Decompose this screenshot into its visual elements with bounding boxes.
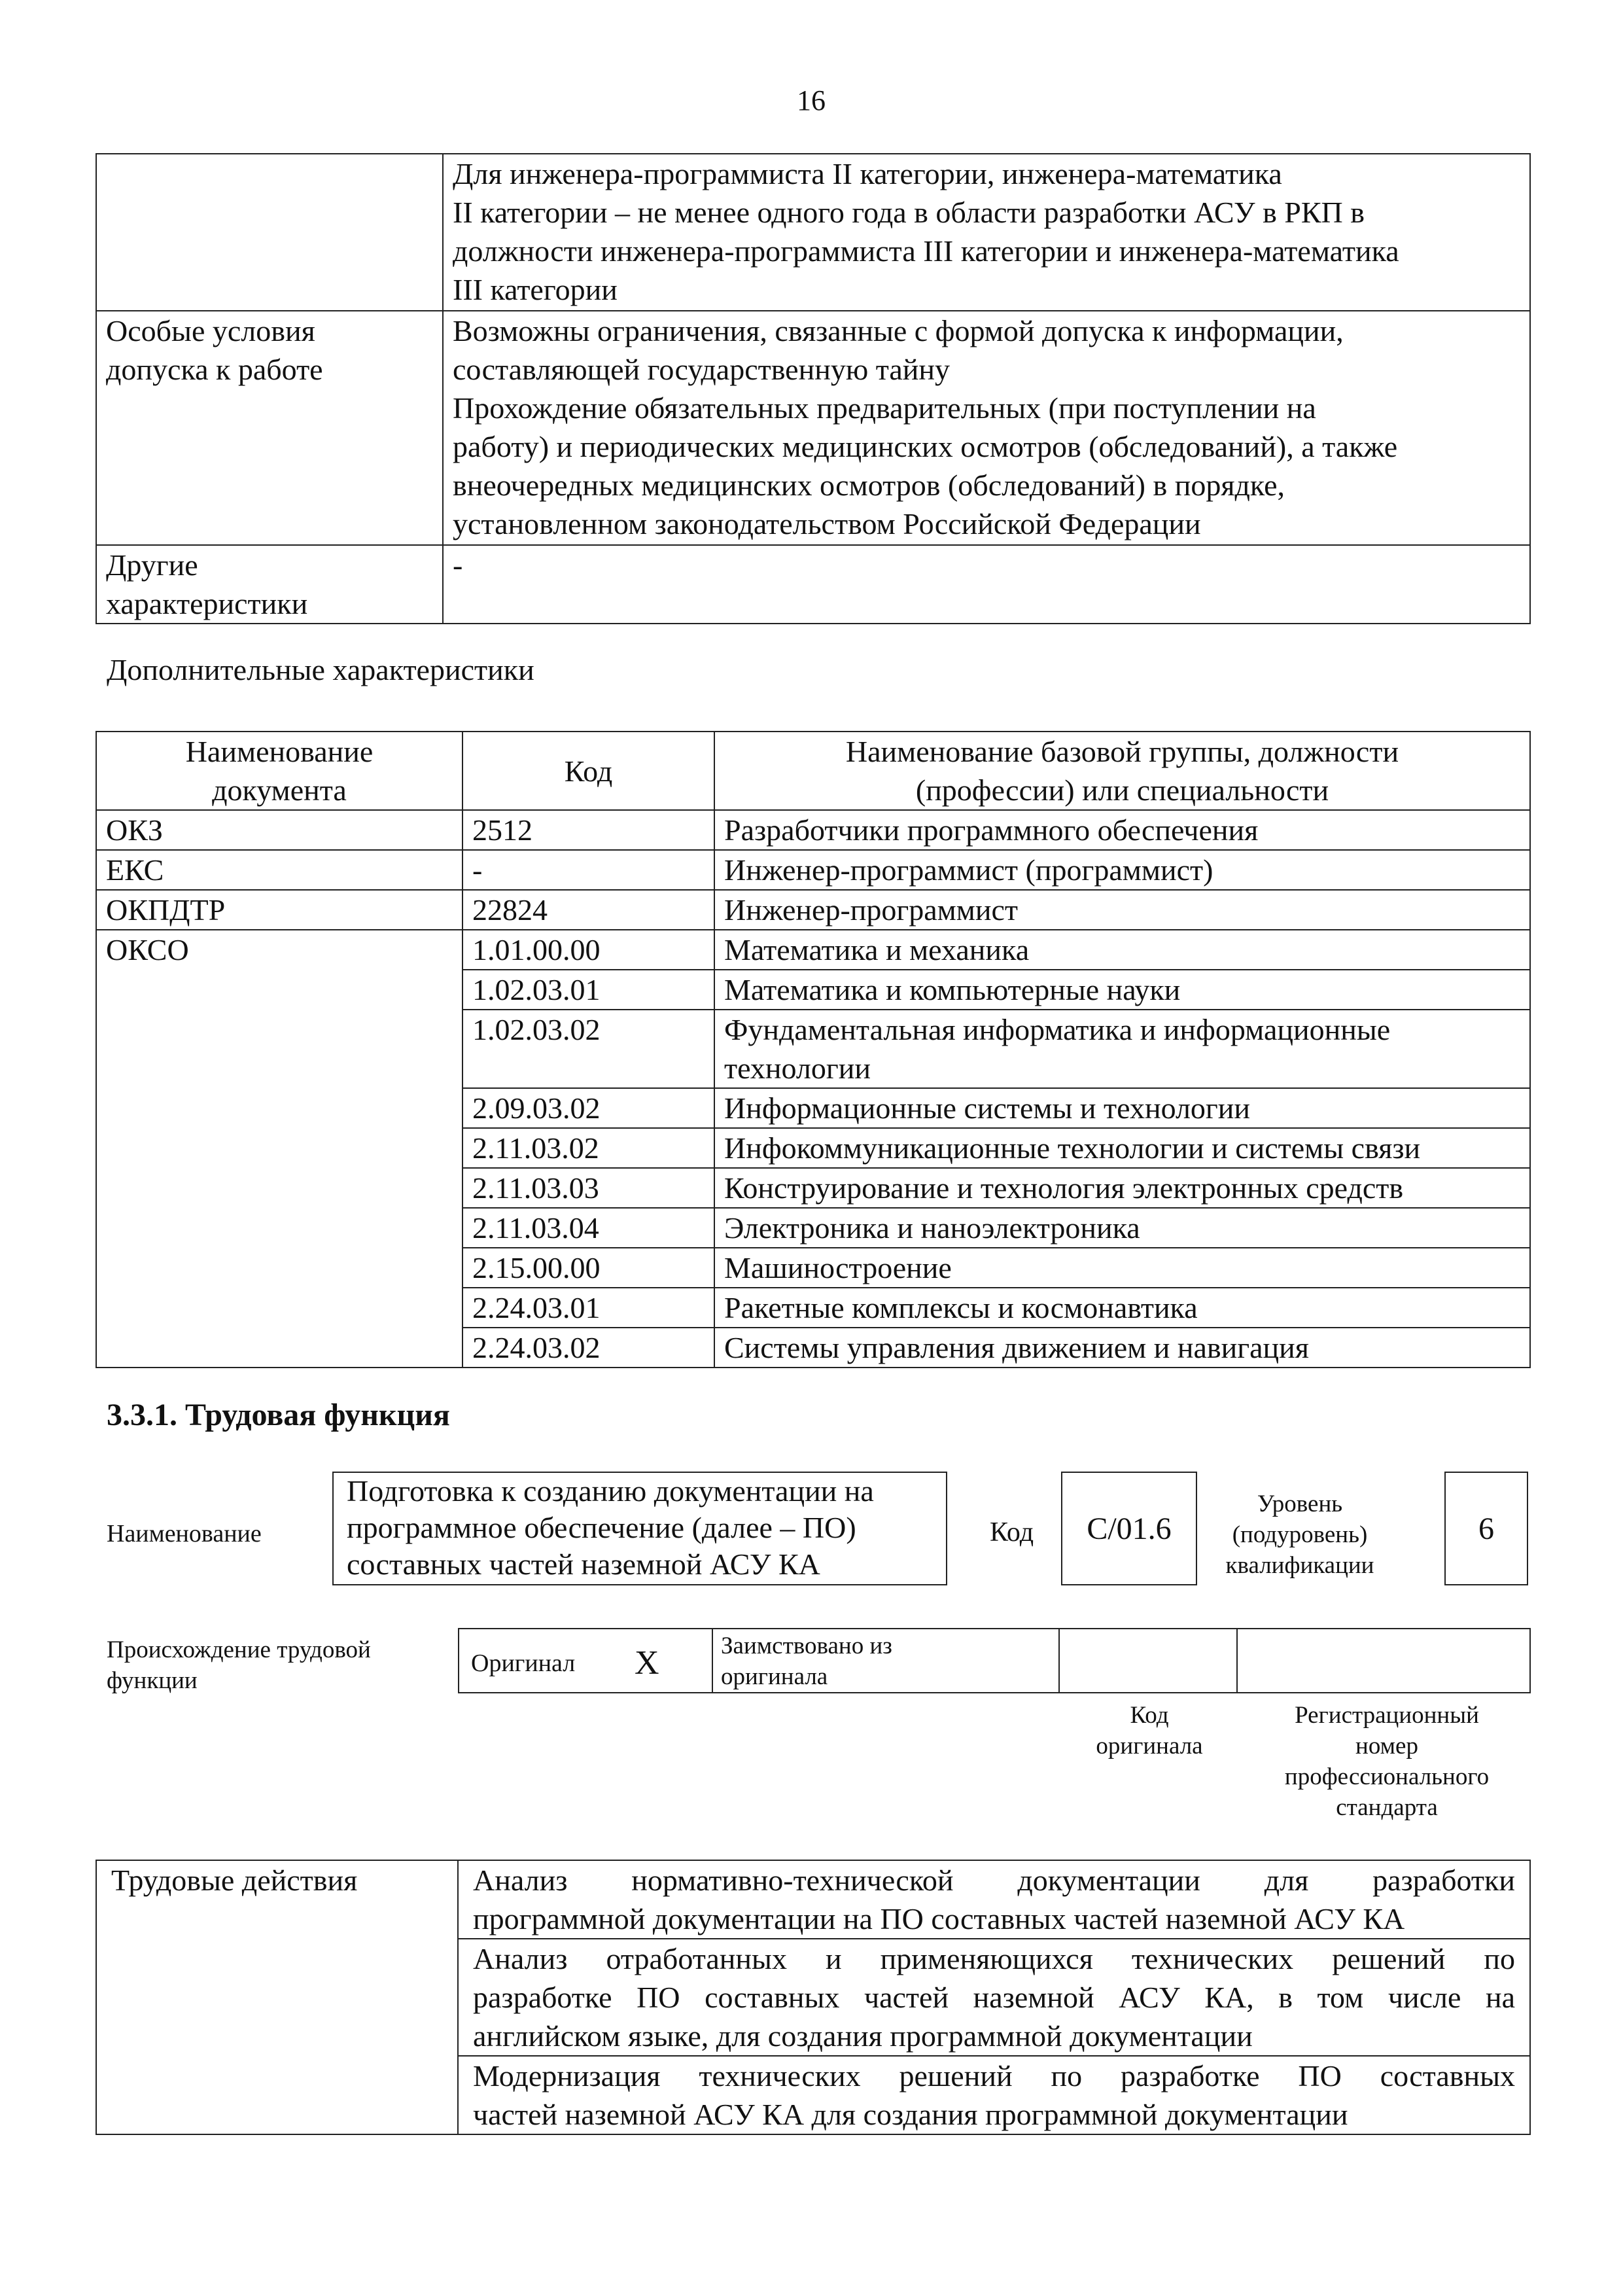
name-cell: Информационные системы и технологии [714, 1088, 1530, 1128]
code-cell: 2.24.03.02 [462, 1328, 714, 1368]
name-cell: Математика и механика [714, 930, 1530, 970]
requirements-label [96, 154, 443, 311]
level-box: 6 [1444, 1472, 1528, 1585]
requirements-experience: Для инженера-программиста II категории, инженера-математика II категории – не менее одного года в области разработки АСУ в РКП в должности инженера-программиста III категории и инженера-математика III категории [443, 154, 1530, 311]
borrowed-label: Заимствовано из оригинала [721, 1633, 892, 1690]
labor-action-text-end: программной документации на ПО составных частей наземной АСУ КА [473, 1902, 1405, 1935]
table-row [96, 890, 1530, 930]
original-cell [459, 1629, 713, 1692]
function-name-box: Подготовка к созданию документации на программное обеспечение (далее – ПО) составных частей наземной АСУ КА [332, 1472, 947, 1585]
doc-cell: ОКСО [96, 930, 462, 1368]
labor-action-text: Анализ отработанных и применяющихся технических решений по разработке ПО составных частей наземной АСУ КА, в том числе на [473, 1942, 1515, 2014]
name-label: Наименование [107, 1520, 262, 1547]
code-cell: 2.11.03.04 [462, 1208, 714, 1248]
code-cell: 2.11.03.02 [462, 1128, 714, 1168]
labor-action-text: Анализ нормативно-технической документации для разработки [473, 1863, 1515, 1897]
name-cell: Математика и компьютерные науки [714, 970, 1530, 1010]
labor-action-item [458, 2056, 1530, 2134]
code-label: Код [990, 1517, 1034, 1547]
code-cell: 2512 [462, 810, 714, 850]
labor-actions-label: Трудовые действия [96, 1860, 458, 2134]
other-characteristics-label: Другие характеристики [96, 545, 443, 624]
page-number: 16 [797, 84, 826, 116]
code-cell: 2.09.03.02 [462, 1088, 714, 1128]
header-group-name: Наименование базовой группы, должности (профессии) или специальности [714, 732, 1530, 810]
doc-cell: ЕКС [96, 850, 462, 890]
name-cell: Разработчики программного обеспечения [714, 810, 1530, 850]
table-row [96, 1860, 1530, 1939]
additional-characteristics-title: Дополнительные характеристики [107, 653, 534, 686]
reg-number-caption: Регистрационный номер профессионального стандарта [1284, 1702, 1490, 1821]
table-row [96, 930, 1530, 970]
other-characteristics-value: - [443, 545, 1530, 624]
name-cell: Инженер-программист (программист) [714, 850, 1530, 890]
code-cell: 2.24.03.01 [462, 1288, 714, 1328]
code-cell: 1.01.00.00 [462, 930, 714, 970]
labor-action-text-end: английском языке, для создания программной документации [473, 2019, 1253, 2053]
labor-action-item [458, 1939, 1530, 2056]
name-cell: Фундаментальная информатика и информационные технологии [714, 1010, 1530, 1088]
labor-action-item [458, 1860, 1530, 1939]
table-row [96, 154, 1530, 311]
name-cell: Машиностроение [714, 1248, 1530, 1288]
header-document: Наименование документа [96, 732, 462, 810]
labor-action-text-end: частей наземной АСУ КА для создания программной документации [473, 2098, 1348, 2131]
original-mark: X [635, 1644, 659, 1682]
requirements-table [96, 153, 1531, 624]
special-conditions-label: Особые условия допуска к работе [96, 311, 443, 545]
code-cell: 22824 [462, 890, 714, 930]
code-cell: - [462, 850, 714, 890]
name-cell: Ракетные комплексы и космонавтика [714, 1288, 1530, 1328]
labor-function-title: 3.3.1. Трудовая функция [107, 1398, 450, 1432]
function-code-box: С/01.6 [1061, 1472, 1197, 1585]
code-cell: 1.02.03.01 [462, 970, 714, 1010]
table-header-row [96, 732, 1530, 810]
table-row [96, 545, 1530, 624]
level-label: Уровень (подуровень) квалификации [1225, 1491, 1374, 1579]
table-row [96, 850, 1530, 890]
additional-characteristics-table [96, 731, 1531, 1368]
code-cell: 2.11.03.03 [462, 1168, 714, 1208]
code-cell: 1.02.03.02 [462, 1010, 714, 1088]
name-cell: Электроника и наноэлектроника [714, 1208, 1530, 1248]
code-cell: 2.15.00.00 [462, 1248, 714, 1288]
labor-action-text: Модернизация технических решений по разработке ПО составных [473, 2059, 1515, 2093]
name-cell: Инфокоммуникационные технологии и системы связи [714, 1128, 1530, 1168]
table-row [96, 810, 1530, 850]
table-row [96, 311, 1530, 545]
labor-actions-table [96, 1860, 1531, 2135]
original-code-cell [1058, 1629, 1238, 1692]
doc-cell: ОКЗ [96, 810, 462, 850]
header-code: Код [462, 732, 714, 810]
doc-cell: ОКПДТР [96, 890, 462, 930]
origin-label: Происхождение трудовой функции [107, 1636, 371, 1694]
origin-box [458, 1628, 1531, 1693]
original-label: Оригинал [471, 1650, 576, 1677]
special-conditions-value: Возможны ограничения, связанные с формой допуска к информации, составляющей государственную тайну Прохождение обязательных предварительных (при поступлении на работу) и периодических медицинских осмотров (обследований), а также внеочередных медицинских осмотров (обследований) в порядке, установленном законодательством Российской Федерации [443, 311, 1530, 545]
name-cell: Системы управления движением и навигация [714, 1328, 1530, 1368]
original-code-caption: Код оригинала [1096, 1702, 1203, 1759]
name-cell: Инженер-программист [714, 890, 1530, 930]
name-cell: Конструирование и технология электронных средств [714, 1168, 1530, 1208]
